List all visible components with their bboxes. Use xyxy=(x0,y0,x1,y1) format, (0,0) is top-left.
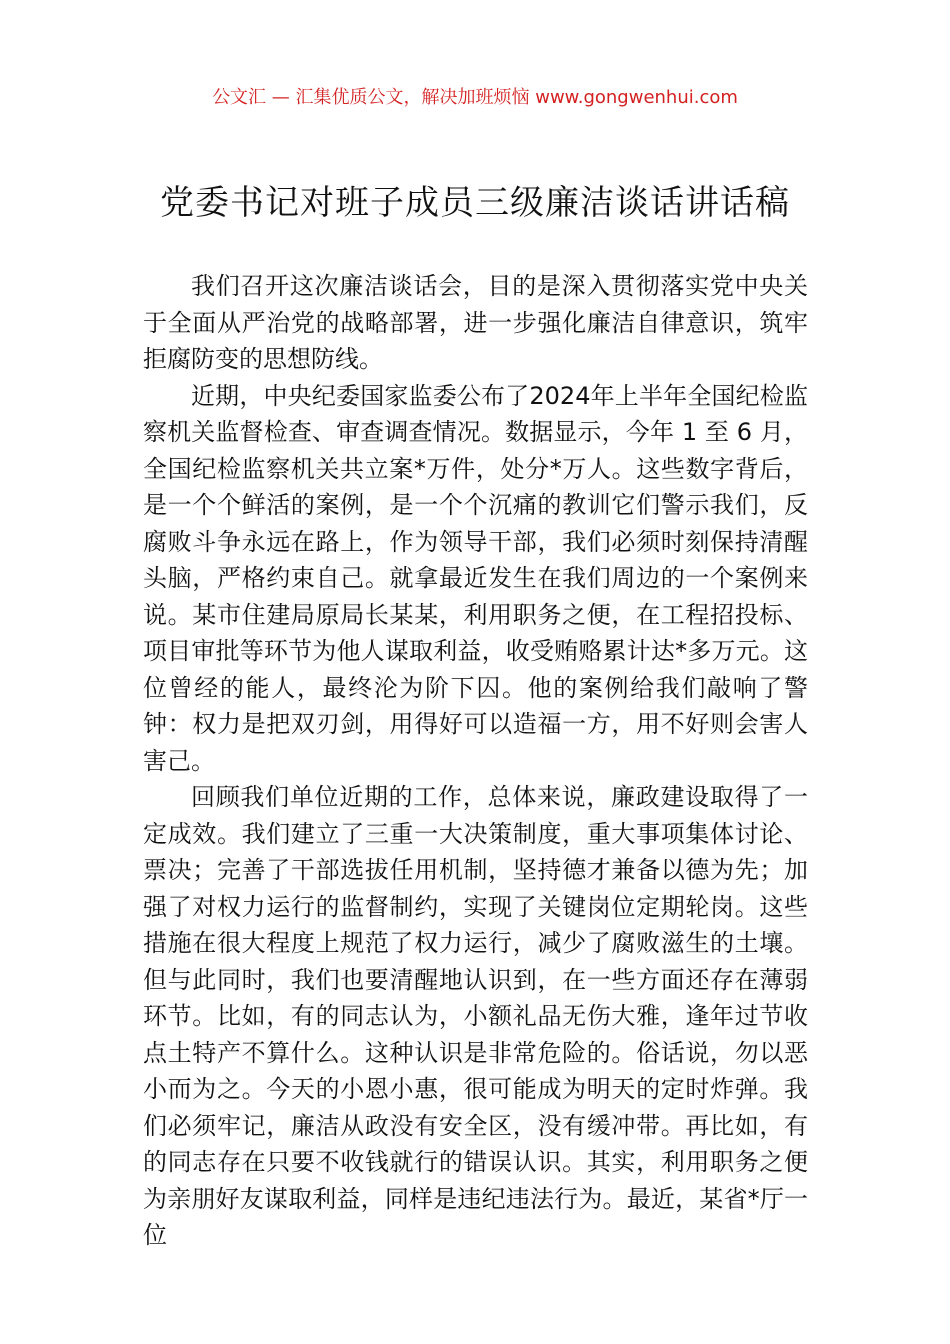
paragraph-1: 我们召开这次廉洁谈话会，目的是深入贯彻落实党中央关于全面从严治党的战略部署，进一步强化廉洁自律意识，筑牢拒腐防变的思想防线。 xyxy=(143,272,808,373)
paragraph-2: 近期，中央纪委国家监委公布了2024年上半年全国纪检监察机关监督检查、审查调查情况。数据显示，今年 1 至 6 月，全国纪检监察机关共立案*万件，处分*万人。这些数字背后，是一个个鲜活的案例，是一个个沉痛的教训它们警示我们，反腐败斗争永远在路上，作为领导干部，我们必须时刻保持清醒头脑，严格约束自己。就拿最近发生在我们周边的一个案例来说。某市住建局原局长某某，利用职务之便，在工程招投标、项目审批等环节为他人谋取利益，收受贿赂累计达*多万元。这位曾经的能人，最终沦为阶下囚。他的案例给我们敲响了警钟：权力是把双刃剑，用得好可以造福一方，用不好则会害人害己。 xyxy=(143,381,808,775)
document-title: 党委书记对班子成员三级廉洁谈话讲话稿 xyxy=(160,183,790,223)
document-body xyxy=(143,268,808,1254)
header-note: 公文汇 — 汇集优质公文，解决加班烦恼 www.gongwenhui.com xyxy=(212,87,738,108)
paragraph-3: 回顾我们单位近期的工作，总体来说，廉政建设取得了一定成效。我们建立了三重一大决策制度，重大事项集体讨论、票决；完善了干部选拔任用机制，坚持德才兼备以德为先；加强了对权力运行的监督制约，实现了关键岗位定期轮岗。这些措施在很大程度上规范了权力运行，减少了腐败滋生的土壤。但与此同时，我们也要清醒地认识到，在一些方面还存在薄弱环节。比如，有的同志认为，小额礼品无伤大雅，逢年过节收点土特产不算什么。这种认识是非常危险的。俗话说，勿以恶小而为之。今天的小恩小惠，很可能成为明天的定时炸弹。我们必须牢记，廉洁从政没有安全区，没有缓冲带。再比如，有的同志存在只要不收钱就行的错误认识。其实，利用职务之便为亲朋好友谋取利益，同样是违纪违法行为。最近，某省*厅一位 xyxy=(143,783,808,1249)
